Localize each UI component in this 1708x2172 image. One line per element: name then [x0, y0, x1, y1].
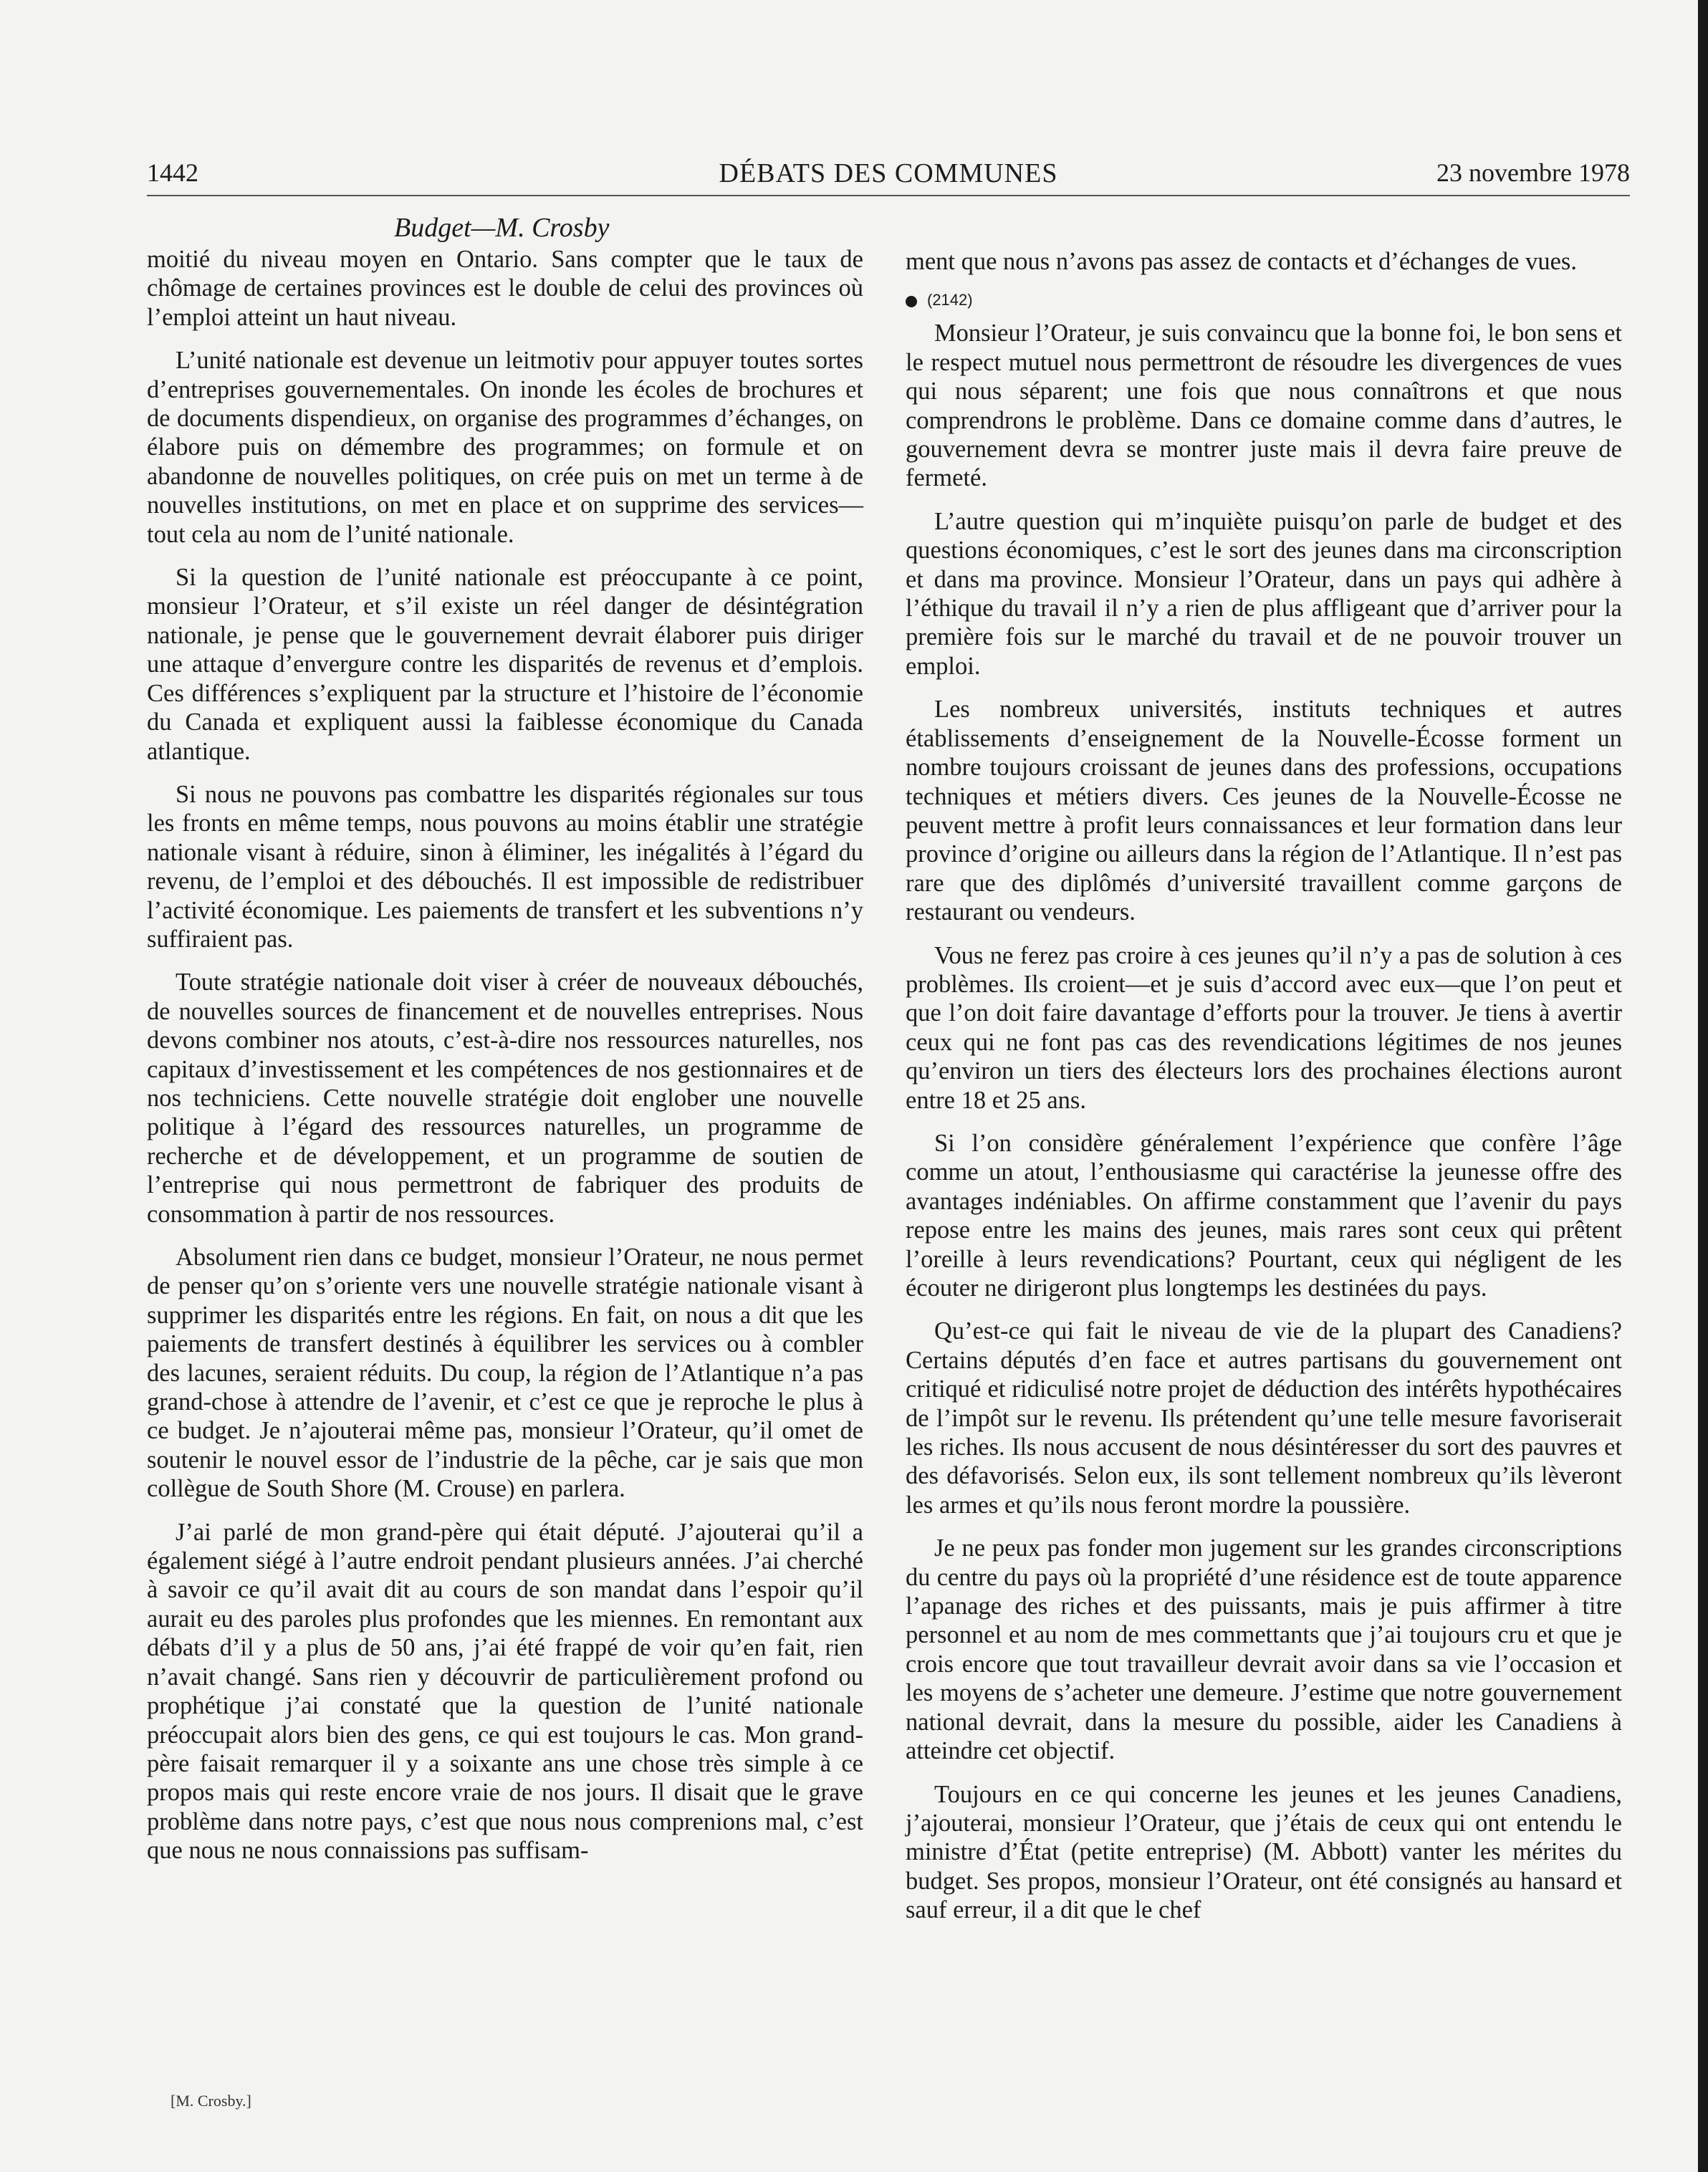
paragraph: Vous ne ferez pas croire à ces jeunes qu’il n’y a pas de solution à ces problèmes. Ils croient—et je suis d’accord avec eux—que l’on peut et que l’on doit faire davantage d’efforts pour la trouver. Je tiens à avertir ceux qui ne font pas cas des revendications légitimes de nos jeunes qu’environ un tiers des électeurs lors des prochaines élections auront entre 18 et 25 ans.	[906, 941, 1622, 1114]
page-edge-bar	[1698, 0, 1708, 2172]
right-column	[906, 247, 1622, 1939]
left-column	[147, 245, 863, 1880]
paragraph: Absolument rien dans ce budget, monsieur l’Orateur, ne nous permet de penser qu’on s’oriente vers une nouvelle stratégie nationale visant à supprimer les disparités entre les régions. En fait, on nous a dit que les paiements de transfert destinés à équilibrer les services ou à combler des lacunes, seraient réduits. Du coup, la région de l’Atlantique n’a pas grand-chose à attendre de l’avenir, et c’est ce que je reproche le plus à ce budget. Je n’ajouterai même pas, monsieur l’Orateur, qu’il omet de soutenir le nouvel essor de l’industrie de la pêche, car je sais que mon collègue de South Shore (M. Crouse) en parlera.	[147, 1244, 863, 1503]
paragraph: Je ne peux pas fonder mon jugement sur les grandes circonscriptions du centre du pays où la propriété d’une résidence est de toute apparence l’apanage des riches et des puissants, mais je puis affirmer à titre personnel et au nom de mes commettants que j’ai toujours cru et que je crois encore que tout travailleur devrait avoir dans sa vie l’occasion et les moyens de s’acheter une demeure. J’estime que notre gouvernement national devrait, dans la mesure du possible, aider les Canadiens à atteindre cet objectif.	[906, 1534, 1622, 1765]
paragraph: ment que nous n’avons pas assez de contacts et d’échanges de vues.	[906, 248, 1577, 275]
paragraph: L’autre question qui m’inquiète puisqu’on parle de budget et des questions économiques, c’est le sort des jeunes dans ma circonscription et dans ma province. Monsieur l’Orateur, dans un pays qui adhère à l’éthique du travail il n’y a rien de plus affligeant que d’arriver pour la première fois sur le marché du travail et de ne pouvoir trouver un emploi.	[906, 507, 1622, 680]
paragraph: moitié du niveau moyen en Ontario. Sans compter que le taux de chômage de certaines provinces est le double de celui des provinces où l’emploi atteint un haut niveau.	[147, 246, 863, 331]
paragraph: Toute stratégie nationale doit viser à créer de nouveaux débouchés, de nouvelles sources de financement et de nouvelles entreprises. Nous devons combiner nos atouts, c’est-à-dire nos ressources naturelles, nos capitaux d’investissement et les compétences de nos gestionnaires et de nos techniciens. Cette nouvelle stratégie doit englober une nouvelle politique à l’égard des ressources naturelles, un programme de recherche et de développement, et un programme de soutien de l’entreprise qui nous permettront de fabriquer des produits de consommation à partir de nos ressources.	[147, 969, 863, 1228]
paragraph: Monsieur l’Orateur, je suis convaincu que la bonne foi, le bon sens et le respect mutuel nous permettront de résoudre les divergences de vues qui nous séparent; une fois que nous connaîtrons et que nous comprendrons le problème. Dans ce domaine comme dans d’autres, le gouvernement devra se montrer juste mais il devra faire preuve de fermeté.	[906, 319, 1622, 492]
paragraph: Les nombreux universités, instituts techniques et autres établissements d’enseignement de la Nouvelle-Écosse forment un nombre toujours croissant de jeunes dans des professions, occupations techniques et métiers divers. Ces jeunes de la Nouvelle-Écosse ne peuvent mettre à profit leurs connaissances et leur formation dans leur province d’origine ou ailleurs dans la région de l’Atlantique. Il n’est pas rare que des diplômés d’université travaillent comme garçons de restaurant ou vendeurs.	[906, 696, 1622, 926]
speaker-footnote: [M. Crosby.]	[171, 2092, 251, 2110]
time-marker	[906, 290, 1622, 310]
bullet-icon	[906, 296, 917, 307]
paragraph: Si la question de l’unité nationale est préoccupante à ce point, monsieur l’Orateur, et s’il existe un réel danger de désintégration nationale, je pense que le gouvernement devrait élaborer puis diriger une attaque d’envergure contre les disparités de revenus et d’emplois. Ces différences s’expliquent par la structure et l’histoire de l’économie du Canada et expliquent aussi la faiblesse économique du Canada atlantique.	[147, 564, 863, 765]
page-header	[147, 158, 1630, 196]
publication-title: DÉBATS DES COMMUNES	[719, 158, 1058, 188]
paragraph: Si nous ne pouvons pas combattre les disparités régionales sur tous les fronts en même temps, nous pouvons au moins établir une stratégie nationale visant à réduire, sinon à éliminer, les inégalités à l’égard du revenu, de l’emploi et des débouchés. Il est impossible de redistribuer l’activité économique. Les paiements de transfert et les subventions n’y suffiraient pas.	[147, 780, 863, 953]
paragraph: J’ai parlé de mon grand-père qui était député. J’ajouterai qu’il a également siégé à l’autre endroit pendant plusieurs années. J’ai cherché à savoir ce qu’il avait dit au cours de son mandat dans l’espoir qu’il aurait eu des paroles plus profondes que les miennes. En remontant aux débats d’il y a plus de 50 ans, j’ai été frappé de voir qu’en fait, rien n’avait changé. Sans rien y découvrir de particulièrement profond ou prophétique j’ai constaté que la question de l’unité nationale préoccupait alors bien des gens, ce qui est toujours le cas. Mon grand-père faisait remarquer il y a soixante ans une chose très simple à ce propos mais qui reste encore vraie de nos jours. Il disait que le grave problème dans notre pays, c’est que nous nous comprenions mal, c’est que nous ne nous connaissions pas suffisam-	[147, 1518, 863, 1865]
page-number: 1442	[147, 158, 198, 187]
publication-date: 23 novembre 1978	[1436, 158, 1630, 187]
time-marker-label: (2142)	[927, 291, 973, 309]
paragraph: Qu’est-ce qui fait le niveau de vie de la plupart des Canadiens? Certains députés d’en face et autres partisans du gouvernement ont critiqué et ridiculisé notre projet de déduction des intérêts hypothécaires de l’impôt sur le revenu. Ils prétendent qu’une telle mesure favoriserait les riches. Ils nous accusent de nous désintéresser du sort des pauvres et des défavorisés. Selon eux, ils sont tellement nombreux qu’ils lèveront les armes et qu’ils nous feront mordre la poussière.	[906, 1317, 1622, 1519]
section-subheader: Budget—M. Crosby	[394, 213, 610, 243]
paragraph: Toujours en ce qui concerne les jeunes et les jeunes Canadiens, j’ajouterai, monsieur l’Orateur, que j’étais de ceux qui ont entendu le ministre d’État (petite entreprise) (M. Abbott) vanter les mérites du budget. Ses propos, monsieur l’Orateur, ont été consignés au hansard et sauf erreur, il a dit que le chef	[906, 1780, 1622, 1924]
paragraph: Si l’on considère généralement l’expérience que confère l’âge comme un atout, l’enthousiasme qui caractérise la jeunesse offre des avantages indéniables. On affirme constamment que l’avenir du pays repose entre les mains des jeunes, mais rares sont ceux qui prêtent l’oreille à leurs revendications? Pourtant, ceux qui négligent de les écouter ne dirigeront plus longtemps les destinées du pays.	[906, 1129, 1622, 1302]
paragraph: L’unité nationale est devenue un leitmotiv pour appuyer toutes sortes d’entreprises gouvernementales. On inonde les écoles de brochures et de documents dispendieux, on organise des programmes d’échanges, on élabore puis on démembre des programmes; on formule et on abandonne de nouvelles politiques, on crée puis on met un terme à de nouvelles institutions, on met en place et on supprime des services—tout cela au nom de l’unité nationale.	[147, 347, 863, 548]
